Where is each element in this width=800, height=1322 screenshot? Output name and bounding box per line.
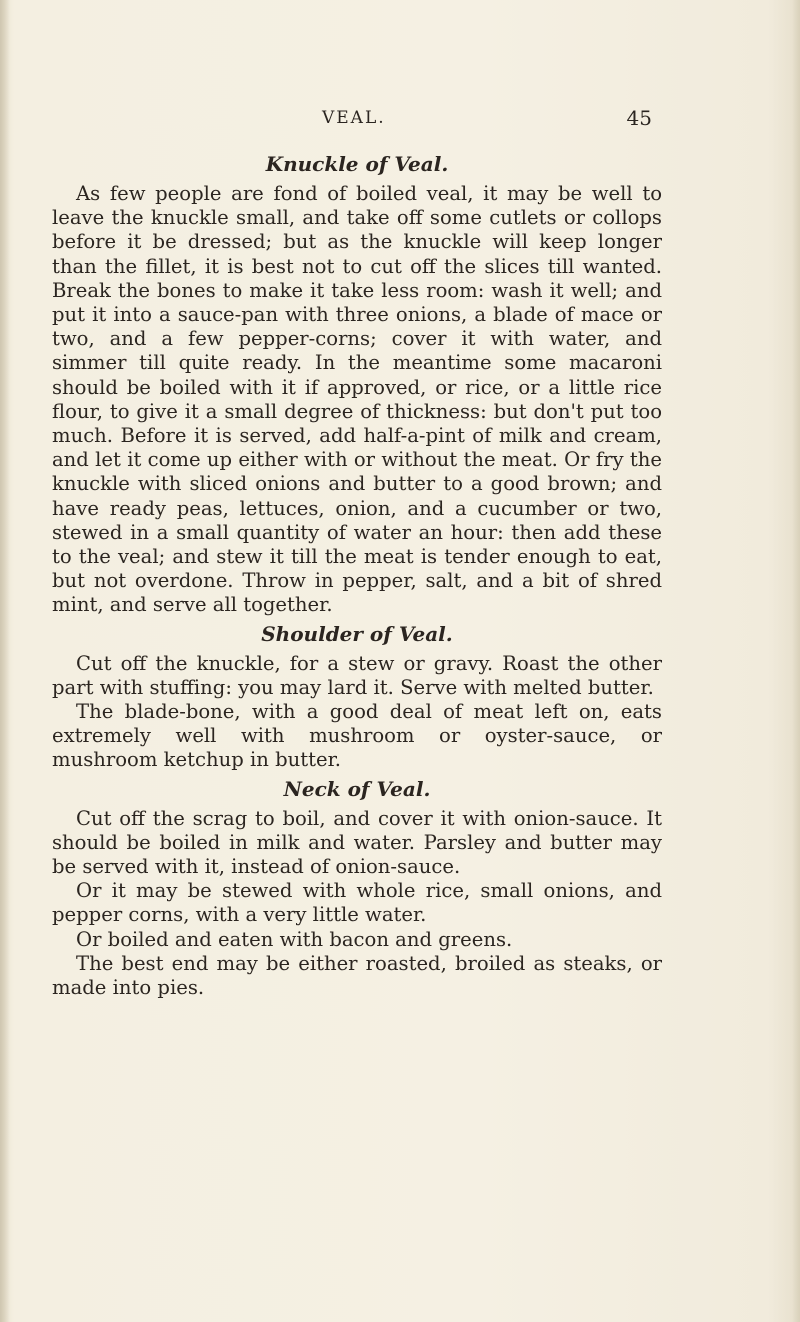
paragraph: Or boiled and eaten with bacon and greens. xyxy=(76,927,513,951)
page-body xyxy=(52,150,662,1000)
page-edge xyxy=(792,0,800,1322)
paragraph: The best end may be either roasted, broiled as steaks, or made into pies. xyxy=(52,951,662,1000)
section-neck-of-veal xyxy=(52,775,662,1001)
paragraph: Cut off the scrag to boil, and cover it with onion-sauce. It should be boiled in milk and water. Parsley and butter may be served with it, instead of onion-sauce. xyxy=(52,806,662,879)
running-head xyxy=(52,108,652,136)
paragraph: The blade-bone, with a good deal of meat left on, eats extremely well with mushroom or oyster-sauce, or mushroom ketchup in butter. xyxy=(52,700,662,772)
section-shoulder-of-veal xyxy=(52,620,662,773)
section-knuckle-of-veal xyxy=(52,150,662,618)
section-title: Neck of Veal. xyxy=(283,776,431,801)
section-title: Knuckle of Veal. xyxy=(265,152,449,176)
section-title: Shoulder of Veal. xyxy=(261,621,453,646)
paragraph: Cut off the knuckle, for a stew or gravy. Roast the other part with stuffing: you may lard it. Serve with melted butter. xyxy=(52,651,662,699)
paragraph: As few people are fond of boiled veal, it may be well to leave the knuckle small, and take off some cutlets or collops before it be dressed; but as the knuckle will keep longer than the fillet, it is best not to cut off the slices till wanted. Break the bones to make it take less room: wash it well; and put it into a sauce-pan with three onions, a blade of mace or two, and a few pepper-corns; cover it with water, and simmer till quite ready. In the meantime some macaroni should be boiled with it if approved, or rice, or a little rice flour, to give it a small degree of thickness: but don't put too much. Before it is served, add half-a-pint of milk and cream, and let it come up either with or without the meat. Or fry the knuckle with sliced onions and butter to a good brown; and have ready peas, lettuces, onion, and a cucumber or two, stewed in a small quantity of water an hour: then add these to the veal; and stew it till the meat is tender enough to eat, but not overdone. Throw in pepper, salt, and a bit of shred mint, and serve all together. xyxy=(52,182,662,617)
binding-gutter-shadow xyxy=(0,0,10,1322)
page-number: 45 xyxy=(626,106,652,130)
running-title: VEAL. xyxy=(322,108,386,128)
paragraph: Or it may be stewed with whole rice, small onions, and pepper corns, with a very little water. xyxy=(52,879,662,927)
